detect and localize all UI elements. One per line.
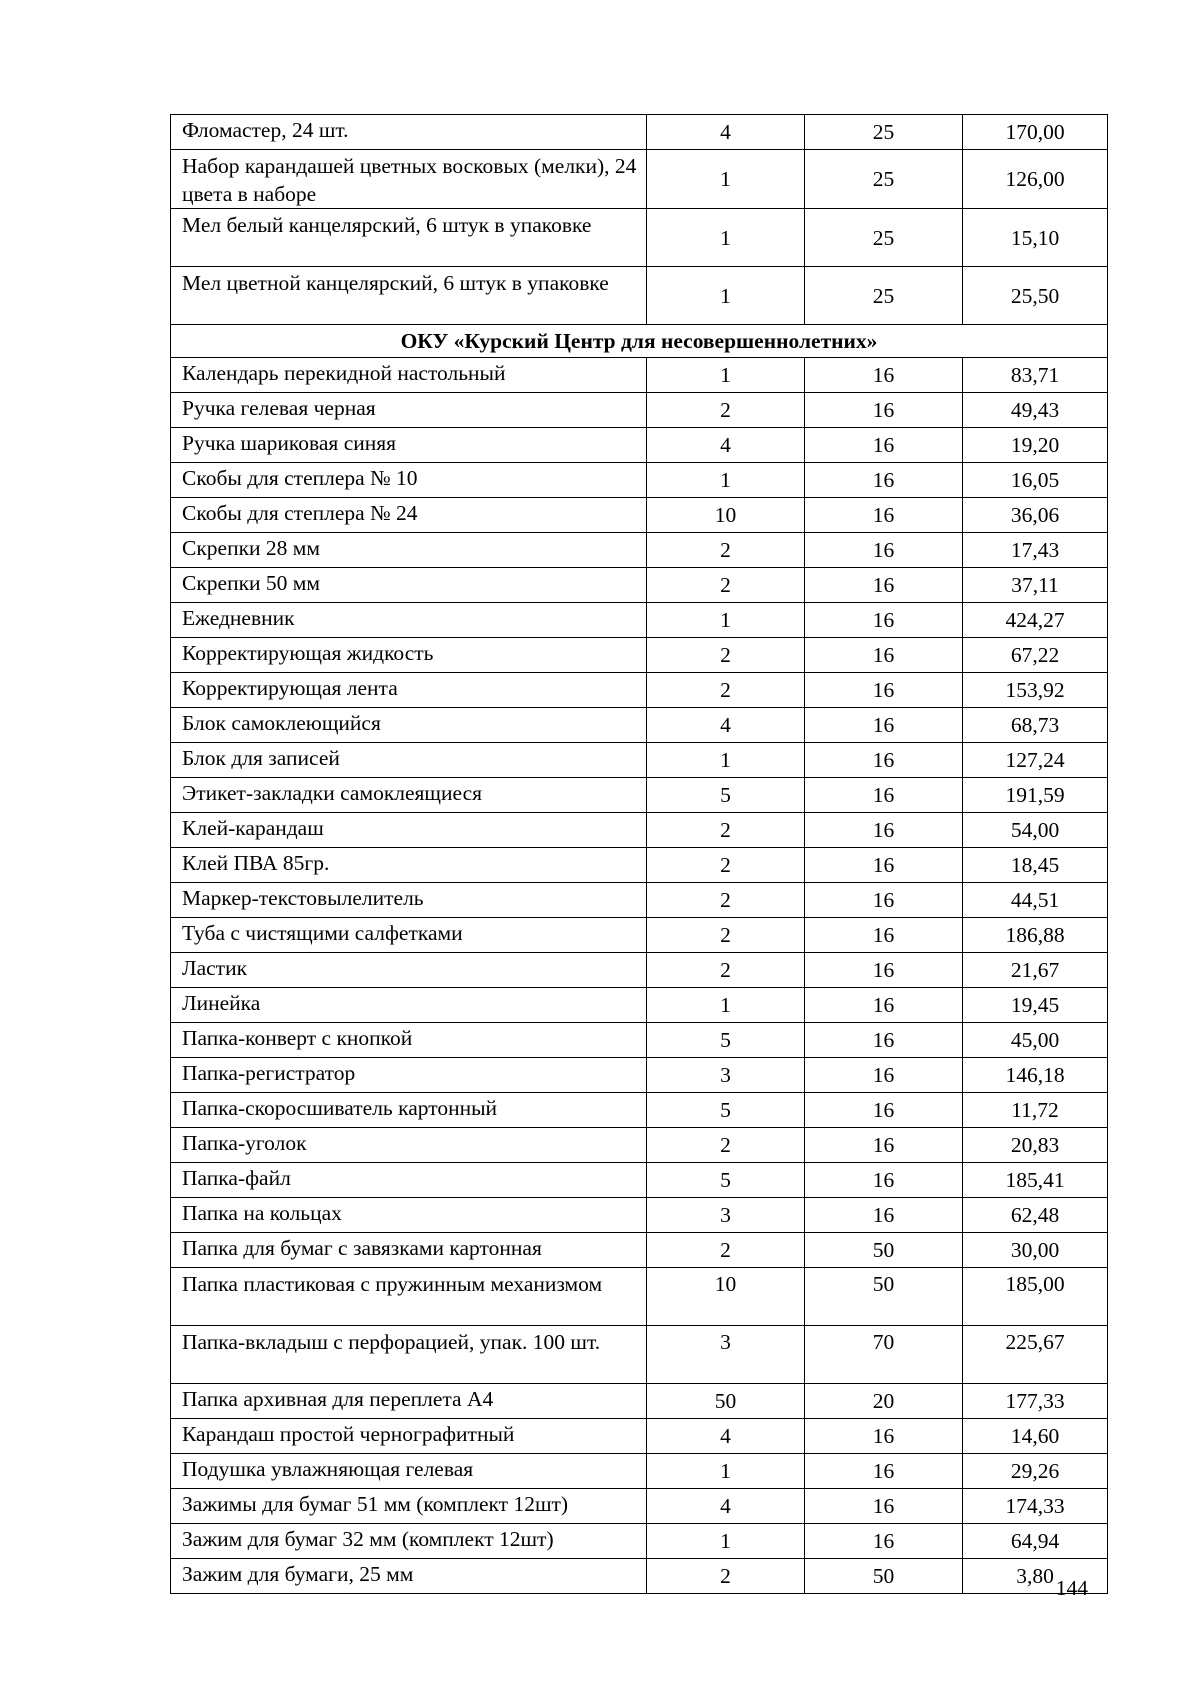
quantity-cell: 1 (647, 463, 805, 498)
item-name-cell: Блок самоклеющийся (171, 708, 647, 743)
table-row (171, 1128, 1108, 1163)
price-cell: 18,45 (963, 848, 1108, 883)
count-cell: 50 (805, 1233, 963, 1268)
price-cell: 21,67 (963, 953, 1108, 988)
price-cell: 146,18 (963, 1058, 1108, 1093)
count-cell: 25 (805, 209, 963, 267)
count-cell: 16 (805, 463, 963, 498)
table-row (171, 209, 1108, 267)
count-cell: 16 (805, 638, 963, 673)
section-header-row (171, 325, 1108, 358)
table-row (171, 1419, 1108, 1454)
price-cell: 153,92 (963, 673, 1108, 708)
table-row (171, 358, 1108, 393)
quantity-cell: 3 (647, 1058, 805, 1093)
table-row (171, 673, 1108, 708)
count-cell: 16 (805, 1419, 963, 1454)
table-row (171, 1489, 1108, 1524)
price-cell: 67,22 (963, 638, 1108, 673)
item-name-cell: Фломастер, 24 шт. (171, 115, 647, 150)
table-row (171, 1524, 1108, 1559)
quantity-cell: 5 (647, 778, 805, 813)
price-cell: 45,00 (963, 1023, 1108, 1058)
item-name-cell: Зажим для бумаги, 25 мм (171, 1559, 647, 1594)
table-row (171, 150, 1108, 209)
table-row (171, 883, 1108, 918)
price-cell: 83,71 (963, 358, 1108, 393)
price-cell: 36,06 (963, 498, 1108, 533)
count-cell: 16 (805, 988, 963, 1023)
price-cell: 30,00 (963, 1233, 1108, 1268)
table-row (171, 813, 1108, 848)
price-cell: 126,00 (963, 150, 1108, 209)
count-cell: 16 (805, 393, 963, 428)
count-cell: 25 (805, 267, 963, 325)
quantity-cell: 5 (647, 1023, 805, 1058)
quantity-cell: 3 (647, 1198, 805, 1233)
quantity-cell: 1 (647, 603, 805, 638)
price-cell: 185,00 (963, 1268, 1108, 1326)
table-row (171, 498, 1108, 533)
item-name-cell: Ручка шариковая синяя (171, 428, 647, 463)
item-name-cell: Этикет-закладки самоклеящиеся (171, 778, 647, 813)
count-cell: 16 (805, 848, 963, 883)
item-name-cell: Папка на кольцах (171, 1198, 647, 1233)
quantity-cell: 4 (647, 115, 805, 150)
item-name-cell: Папка-вкладыш с перфорацией, упак. 100 шт. (171, 1326, 647, 1384)
table-row (171, 603, 1108, 638)
quantity-cell: 2 (647, 953, 805, 988)
count-cell: 16 (805, 778, 963, 813)
table-row (171, 463, 1108, 498)
quantity-cell: 4 (647, 428, 805, 463)
item-name-cell: Папка пластиковая с пружинным механизмом (171, 1268, 647, 1326)
price-cell: 49,43 (963, 393, 1108, 428)
item-name-cell: Мел белый канцелярский, 6 штук в упаковке (171, 209, 647, 267)
count-cell: 16 (805, 568, 963, 603)
table-row (171, 393, 1108, 428)
table-row (171, 708, 1108, 743)
quantity-cell: 2 (647, 918, 805, 953)
quantity-cell: 2 (647, 883, 805, 918)
table-row (171, 1163, 1108, 1198)
section-title: ОКУ «Курский Центр для несовершеннолетних» (171, 325, 1108, 358)
item-name-cell: Папка-регистратор (171, 1058, 647, 1093)
item-name-cell: Скрепки 28 мм (171, 533, 647, 568)
count-cell: 25 (805, 150, 963, 209)
quantity-cell: 1 (647, 988, 805, 1023)
table-row (171, 1198, 1108, 1233)
item-name-cell: Скрепки 50 мм (171, 568, 647, 603)
table-row (171, 638, 1108, 673)
item-name-cell: Набор карандашей цветных восковых (мелки), 24 цвета в наборе (171, 150, 647, 209)
table-row (171, 1559, 1108, 1594)
count-cell: 16 (805, 953, 963, 988)
count-cell: 16 (805, 918, 963, 953)
price-cell: 177,33 (963, 1384, 1108, 1419)
count-cell: 16 (805, 428, 963, 463)
quantity-cell: 1 (647, 1524, 805, 1559)
count-cell: 25 (805, 115, 963, 150)
price-cell: 25,50 (963, 267, 1108, 325)
item-name-cell: Ручка гелевая черная (171, 393, 647, 428)
table-row (171, 1023, 1108, 1058)
count-cell: 16 (805, 1128, 963, 1163)
item-name-cell: Ежедневник (171, 603, 647, 638)
item-name-cell: Блок для записей (171, 743, 647, 778)
quantity-cell: 3 (647, 1326, 805, 1384)
quantity-cell: 10 (647, 1268, 805, 1326)
count-cell: 16 (805, 1454, 963, 1489)
table-row (171, 1384, 1108, 1419)
table-row (171, 1268, 1108, 1326)
count-cell: 16 (805, 743, 963, 778)
table-row (171, 568, 1108, 603)
table-row (171, 953, 1108, 988)
table-row (171, 848, 1108, 883)
supplies-table (170, 114, 1108, 1594)
count-cell: 16 (805, 883, 963, 918)
item-name-cell: Корректирующая жидкость (171, 638, 647, 673)
item-name-cell: Подушка увлажняющая гелевая (171, 1454, 647, 1489)
price-cell: 16,05 (963, 463, 1108, 498)
item-name-cell: Скобы для степлера № 10 (171, 463, 647, 498)
table-row (171, 988, 1108, 1023)
price-cell: 14,60 (963, 1419, 1108, 1454)
item-name-cell: Календарь перекидной настольный (171, 358, 647, 393)
price-cell: 191,59 (963, 778, 1108, 813)
quantity-cell: 1 (647, 150, 805, 209)
price-cell: 19,45 (963, 988, 1108, 1023)
count-cell: 16 (805, 1489, 963, 1524)
price-cell: 3,80 (963, 1559, 1108, 1594)
table-row (171, 1454, 1108, 1489)
quantity-cell: 4 (647, 708, 805, 743)
count-cell: 50 (805, 1559, 963, 1594)
quantity-cell: 1 (647, 743, 805, 778)
quantity-cell: 2 (647, 1128, 805, 1163)
price-cell: 17,43 (963, 533, 1108, 568)
table-row (171, 1233, 1108, 1268)
item-name-cell: Корректирующая лента (171, 673, 647, 708)
price-cell: 127,24 (963, 743, 1108, 778)
count-cell: 16 (805, 498, 963, 533)
price-cell: 170,00 (963, 115, 1108, 150)
item-name-cell: Зажим для бумаг 32 мм (комплект 12шт) (171, 1524, 647, 1559)
page-number: 144 (1055, 1576, 1088, 1600)
quantity-cell: 2 (647, 533, 805, 568)
item-name-cell: Маркер-текстовылелитель (171, 883, 647, 918)
quantity-cell: 4 (647, 1489, 805, 1524)
quantity-cell: 2 (647, 1233, 805, 1268)
count-cell: 16 (805, 358, 963, 393)
quantity-cell: 1 (647, 358, 805, 393)
quantity-cell: 2 (647, 568, 805, 603)
quantity-cell: 2 (647, 638, 805, 673)
quantity-cell: 10 (647, 498, 805, 533)
quantity-cell: 5 (647, 1163, 805, 1198)
table-row (171, 1058, 1108, 1093)
count-cell: 16 (805, 673, 963, 708)
quantity-cell: 2 (647, 393, 805, 428)
count-cell: 20 (805, 1384, 963, 1419)
item-name-cell: Линейка (171, 988, 647, 1023)
count-cell: 16 (805, 1198, 963, 1233)
price-cell: 185,41 (963, 1163, 1108, 1198)
quantity-cell: 5 (647, 1093, 805, 1128)
item-name-cell: Зажимы для бумаг 51 мм (комплект 12шт) (171, 1489, 647, 1524)
table-body (171, 115, 1108, 1594)
count-cell: 16 (805, 533, 963, 568)
count-cell: 16 (805, 1023, 963, 1058)
count-cell: 16 (805, 1524, 963, 1559)
count-cell: 50 (805, 1268, 963, 1326)
price-cell: 19,20 (963, 428, 1108, 463)
item-name-cell: Карандаш простой чернографитный (171, 1419, 647, 1454)
table-row (171, 533, 1108, 568)
count-cell: 16 (805, 603, 963, 638)
item-name-cell: Клей ПВА 85гр. (171, 848, 647, 883)
table-row (171, 743, 1108, 778)
item-name-cell: Туба с чистящими салфетками (171, 918, 647, 953)
price-cell: 64,94 (963, 1524, 1108, 1559)
count-cell: 16 (805, 708, 963, 743)
item-name-cell: Ластик (171, 953, 647, 988)
quantity-cell: 1 (647, 267, 805, 325)
item-name-cell: Папка-скоросшиватель картонный (171, 1093, 647, 1128)
item-name-cell: Папка для бумаг с завязками картонная (171, 1233, 647, 1268)
price-cell: 54,00 (963, 813, 1108, 848)
table-row (171, 1093, 1108, 1128)
price-cell: 20,83 (963, 1128, 1108, 1163)
quantity-cell: 50 (647, 1384, 805, 1419)
table-row (171, 428, 1108, 463)
item-name-cell: Клей-карандаш (171, 813, 647, 848)
count-cell: 70 (805, 1326, 963, 1384)
count-cell: 16 (805, 1058, 963, 1093)
price-cell: 424,27 (963, 603, 1108, 638)
table-row (171, 1326, 1108, 1384)
price-cell: 225,67 (963, 1326, 1108, 1384)
count-cell: 16 (805, 1093, 963, 1128)
item-name-cell: Папка-уголок (171, 1128, 647, 1163)
quantity-cell: 1 (647, 1454, 805, 1489)
item-name-cell: Мел цветной канцелярский, 6 штук в упаковке (171, 267, 647, 325)
price-cell: 11,72 (963, 1093, 1108, 1128)
quantity-cell: 2 (647, 1559, 805, 1594)
price-cell: 29,26 (963, 1454, 1108, 1489)
count-cell: 16 (805, 813, 963, 848)
table-row (171, 918, 1108, 953)
price-cell: 15,10 (963, 209, 1108, 267)
price-cell: 174,33 (963, 1489, 1108, 1524)
table-row (171, 267, 1108, 325)
item-name-cell: Папка-файл (171, 1163, 647, 1198)
quantity-cell: 2 (647, 848, 805, 883)
price-cell: 62,48 (963, 1198, 1108, 1233)
price-cell: 186,88 (963, 918, 1108, 953)
item-name-cell: Папка-конверт с кнопкой (171, 1023, 647, 1058)
quantity-cell: 2 (647, 813, 805, 848)
table-row (171, 778, 1108, 813)
price-cell: 68,73 (963, 708, 1108, 743)
price-cell: 37,11 (963, 568, 1108, 603)
quantity-cell: 2 (647, 673, 805, 708)
price-cell: 44,51 (963, 883, 1108, 918)
count-cell: 16 (805, 1163, 963, 1198)
quantity-cell: 1 (647, 209, 805, 267)
quantity-cell: 4 (647, 1419, 805, 1454)
item-name-cell: Папка архивная для переплета А4 (171, 1384, 647, 1419)
item-name-cell: Скобы для степлера № 24 (171, 498, 647, 533)
table-row (171, 115, 1108, 150)
